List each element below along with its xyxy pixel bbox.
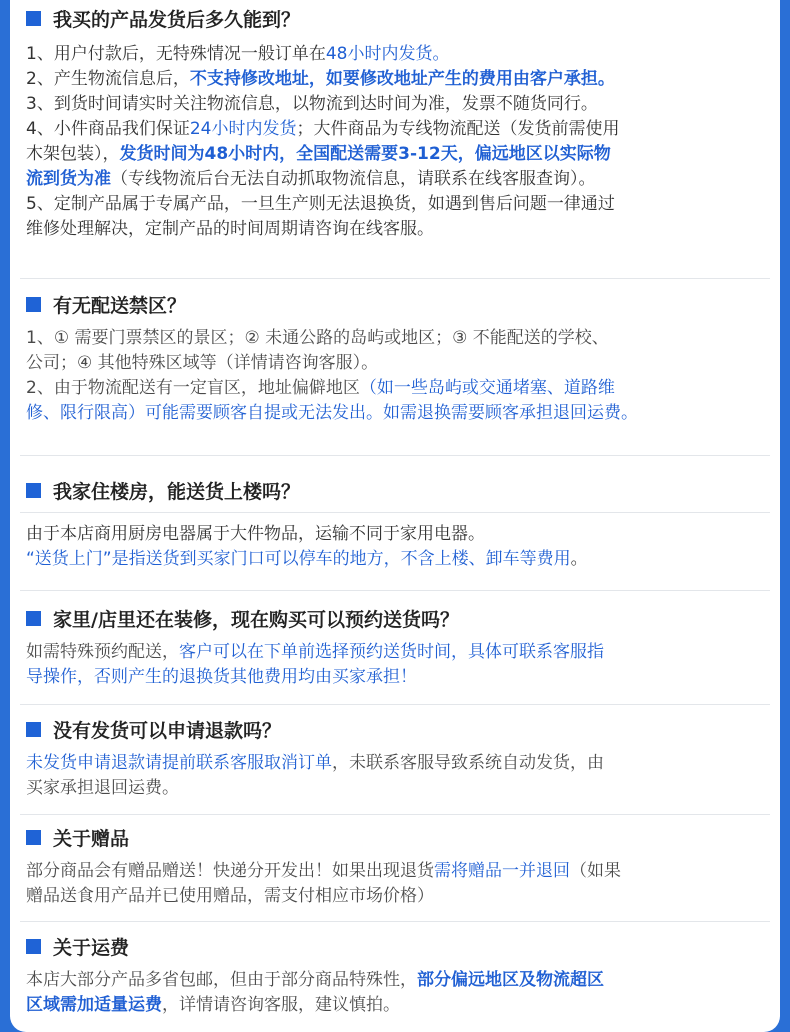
section-heading <box>26 932 766 960</box>
text-line <box>26 117 766 142</box>
divider <box>20 921 770 922</box>
text-line: 赠品送食用产品并已使用赠品，需支付相应市场价格） <box>26 886 434 906</box>
heading-text: 没有发货可以申请退款吗？ <box>53 719 282 742</box>
text-span: 1、用户付款后，无特殊情况一般订单在 <box>26 44 326 64</box>
text-line <box>26 547 766 572</box>
section-heading <box>26 823 766 851</box>
section-heading <box>26 476 766 504</box>
heading-text: 家里/店里还在装修，现在购买可以预约送货吗？ <box>53 608 459 631</box>
heading-text: 我家住楼房，能送货上楼吗？ <box>53 480 301 503</box>
text-line <box>26 640 766 665</box>
section-heading <box>26 4 766 32</box>
section-scheduled-delivery <box>26 604 766 690</box>
highlight-text: 区域需加适量运费 <box>26 995 162 1015</box>
square-bullet-icon <box>26 483 41 498</box>
text-line <box>26 993 766 1018</box>
divider <box>20 590 770 591</box>
highlight-text: （如一些岛屿或交通堵塞、道路维 <box>359 378 615 398</box>
text-line <box>26 167 766 192</box>
text-line: 修、限行限高）可能需要顾客自提或无法发出。如需退换需要顾客承担退回运费。 <box>26 403 638 423</box>
divider <box>20 455 770 456</box>
section-heading <box>26 715 766 743</box>
text-line: 公司；④ 其他特殊区域等（详情请咨询客服）。 <box>26 353 379 373</box>
text-span: 2、由于物流配送有一定盲区，地址偏僻地区 <box>26 378 360 398</box>
section-shipping-fee <box>26 932 766 1018</box>
text-span: ，详情请咨询客服，建议慎拍。 <box>162 995 400 1015</box>
heading-text: 关于运费 <box>53 936 130 959</box>
divider <box>20 814 770 815</box>
text-line: 由于本店商用厨房电器属于大件物品，运输不同于家用电器。 <box>26 524 485 544</box>
square-bullet-icon <box>26 722 41 737</box>
text-span: 木架包装）， <box>26 144 120 164</box>
divider <box>20 704 770 705</box>
highlight-text: 24小时内发货 <box>189 119 297 139</box>
section-upstairs-delivery <box>26 476 766 572</box>
heading-text: 关于赠品 <box>53 827 130 850</box>
highlight-text: 未发货申请退款请提前联系客服取消订单 <box>26 753 332 773</box>
section-delivery-time <box>26 4 766 242</box>
text-line <box>26 968 766 993</box>
text-span: 本店大部分产品多省包邮，但由于部分商品特殊性， <box>26 970 417 990</box>
text-line <box>26 42 766 67</box>
text-span: （如果 <box>570 861 621 881</box>
highlight-text: 流到货为准 <box>26 169 111 189</box>
section-delivery-restrictions <box>26 290 766 426</box>
text-line <box>26 751 766 776</box>
section-body <box>26 859 766 909</box>
section-heading <box>26 290 766 318</box>
heading-text: 我买的产品发货后多久能到？ <box>53 8 301 31</box>
text-span: ；大件商品为专线物流配送（发货前需使用 <box>296 119 620 139</box>
text-span: 4、小件商品我们保证 <box>26 119 190 139</box>
heading-text: 有无配送禁区？ <box>53 294 187 317</box>
square-bullet-icon <box>26 939 41 954</box>
section-body <box>26 968 766 1018</box>
section-heading <box>26 604 766 632</box>
highlight-text: 不支持修改地址，如要修改地址产生的费用由客户承担。 <box>189 69 615 89</box>
text-span: 如需特殊预约配送， <box>26 642 179 662</box>
text-span: ，未联系客服导致系统自动发货，由 <box>332 753 604 773</box>
highlight-text: 发货时间为48小时内，全国配送需要3-12天，偏远地区以实际物 <box>119 144 611 164</box>
text-line: 1、① 需要门票禁区的景区；② 未通公路的岛屿或地区；③ 不能配送的学校、 <box>26 328 609 348</box>
square-bullet-icon <box>26 611 41 626</box>
highlight-text: 需将赠品一并退回 <box>434 861 570 881</box>
highlight-text: 48小时内发货。 <box>325 44 450 64</box>
text-span: 部分商品会有赠品赠送！快递分开发出！如果出现退货 <box>26 861 434 881</box>
section-refund <box>26 715 766 801</box>
square-bullet-icon <box>26 11 41 26</box>
section-body <box>26 522 766 572</box>
text-line: 5、定制产品属于专属产品，一旦生产则无法退换货，如遇到售后问题一律通过 <box>26 194 615 214</box>
text-line <box>26 859 766 884</box>
section-body <box>26 326 766 426</box>
section-body <box>26 42 766 242</box>
highlight-text: 客户可以在下单前选择预约送货时间，具体可联系客服指 <box>179 642 604 662</box>
text-span: 2、产生物流信息后， <box>26 69 190 89</box>
section-gifts <box>26 823 766 909</box>
divider <box>20 512 770 513</box>
text-line: 导操作，否则产生的退换货其他费用均由买家承担！ <box>26 667 417 687</box>
square-bullet-icon <box>26 830 41 845</box>
text-line: 买家承担退回运费。 <box>26 778 179 798</box>
text-span: 。 <box>570 549 588 569</box>
square-bullet-icon <box>26 297 41 312</box>
text-line <box>26 142 766 167</box>
text-line: 3、到货时间请实时关注物流信息，以物流到达时间为准，发票不随货同行。 <box>26 94 598 114</box>
section-body <box>26 640 766 690</box>
highlight-text: 部分偏远地区及物流超区 <box>417 970 604 990</box>
text-line: 维修处理解决，定制产品的时间周期请咨询在线客服。 <box>26 219 434 239</box>
text-line <box>26 67 766 92</box>
text-line <box>26 376 766 401</box>
section-body <box>26 751 766 801</box>
text-span: （专线物流后台无法自动抓取物流信息，请联系在线客服查询）。 <box>111 169 596 189</box>
divider <box>20 278 770 279</box>
highlight-text: “送货上门”是指送货到买家门口可以停车的地方，不含上楼、卸车等费用 <box>26 549 571 569</box>
